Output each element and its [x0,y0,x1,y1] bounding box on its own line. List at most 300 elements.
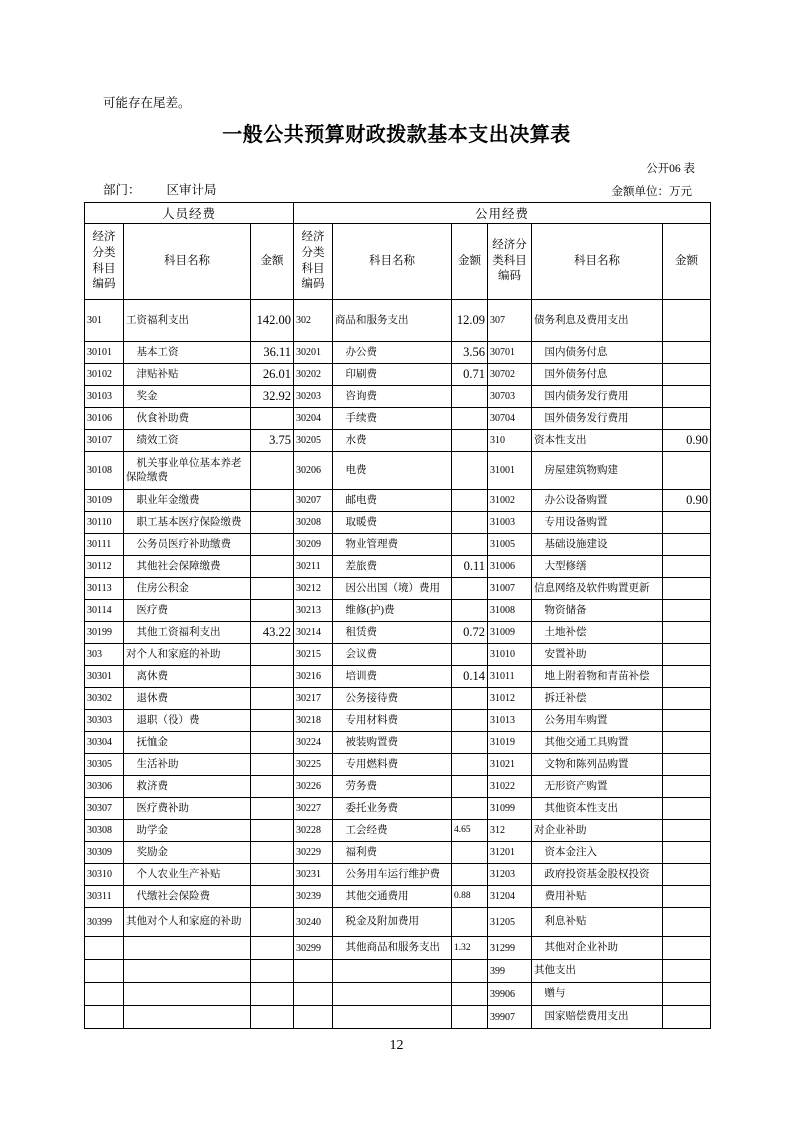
subject-amount [251,556,294,578]
subject-name [124,960,251,983]
subject-code: 30215 [294,644,333,666]
subject-amount [251,842,294,864]
subject-amount [452,960,488,983]
subject-code [85,937,124,960]
subject-name: 退职（役）费 [124,710,251,732]
subject-name: 取暖费 [333,512,452,534]
subject-amount [251,732,294,754]
subject-code [294,960,333,983]
subject-amount: 0.90 [663,430,711,452]
subject-name: 差旅费 [333,556,452,578]
subject-name: 其他交通工具购置 [532,732,663,754]
table-row [85,908,711,937]
subject-name: 电费 [333,452,452,490]
subject-code: 30309 [85,842,124,864]
subject-amount [452,578,488,600]
subject-code: 30110 [85,512,124,534]
subject-code: 30226 [294,776,333,798]
subject-name: 政府投资基金股权投资 [532,864,663,886]
subject-name: 福利费 [333,842,452,864]
subject-name: 离休费 [124,666,251,688]
subject-amount [251,798,294,820]
table-row [85,960,711,983]
subject-amount [663,622,711,644]
subject-code: 31201 [488,842,532,864]
table-row [85,983,711,1006]
subject-name: 对个人和家庭的补助 [124,644,251,666]
subject-amount [251,600,294,622]
subject-amount [251,864,294,886]
subject-name: 大型修缮 [532,556,663,578]
table-row [85,886,711,908]
subject-code: 30216 [294,666,333,688]
table-row [85,342,711,364]
subject-code: 30107 [85,430,124,452]
subject-code: 30307 [85,798,124,820]
subject-amount: 1.32 [452,937,488,960]
subject-code: 30217 [294,688,333,710]
subject-code: 30199 [85,622,124,644]
subject-amount [663,300,711,342]
subject-code: 30205 [294,430,333,452]
subject-name: 医疗费补助 [124,798,251,820]
subject-amount [663,937,711,960]
group-header-row [85,203,711,224]
subject-code: 31019 [488,732,532,754]
subject-name: 医疗费 [124,600,251,622]
subject-amount: 32.92 [251,386,294,408]
column-header-name: 科目名称 [124,224,251,300]
subject-amount [663,983,711,1006]
subject-code: 31010 [488,644,532,666]
subject-code: 30304 [85,732,124,754]
subject-name: 劳务费 [333,776,452,798]
subject-code: 30703 [488,386,532,408]
subject-name: 机关事业单位基本养老保险缴费 [124,452,251,490]
subject-amount [251,820,294,842]
subject-code: 30103 [85,386,124,408]
subject-code: 30111 [85,534,124,556]
table-row [85,534,711,556]
subject-name: 公务用车购置 [532,710,663,732]
subject-code: 30114 [85,600,124,622]
subject-amount [452,710,488,732]
subject-amount [452,754,488,776]
subject-name: 伙食补助费 [124,408,251,430]
subject-name: 租赁费 [333,622,452,644]
subject-amount [251,1006,294,1029]
subject-code: 31011 [488,666,532,688]
subject-name: 国外债务发行费用 [532,408,663,430]
table-row [85,798,711,820]
subject-amount [663,644,711,666]
subject-code: 39906 [488,983,532,1006]
subject-name: 专用燃料费 [333,754,452,776]
subject-name: 绩效工资 [124,430,251,452]
subject-code: 30231 [294,864,333,886]
subject-amount [251,960,294,983]
subject-amount [251,710,294,732]
subject-amount [251,937,294,960]
subject-amount [251,452,294,490]
subject-amount [452,776,488,798]
subject-amount [452,983,488,1006]
subject-amount [452,430,488,452]
group-header-public: 公用经费 [294,203,711,224]
subject-name: 住房公积金 [124,578,251,600]
subject-name: 专用材料费 [333,710,452,732]
subject-code: 30299 [294,937,333,960]
subject-amount [251,688,294,710]
subject-name: 税金及附加费用 [333,908,452,937]
subject-name: 救济费 [124,776,251,798]
subject-amount [251,578,294,600]
table-row [85,300,711,342]
subject-name: 其他对个人和家庭的补助 [124,908,251,937]
subject-amount [251,644,294,666]
subject-amount [663,864,711,886]
subject-code: 30102 [85,364,124,386]
subject-name: 国外债务付息 [532,364,663,386]
subject-amount [251,983,294,1006]
subject-amount [663,842,711,864]
subject-amount [663,820,711,842]
subject-code: 30701 [488,342,532,364]
subject-name: 国内债务付息 [532,342,663,364]
subject-name: 职业年金缴费 [124,490,251,512]
subject-name: 债务利息及费用支出 [532,300,663,342]
subject-code: 30704 [488,408,532,430]
budget-table-body [85,300,711,1029]
subject-name: 土地补偿 [532,622,663,644]
subject-code: 30214 [294,622,333,644]
subject-code: 31203 [488,864,532,886]
table-row [85,732,711,754]
subject-code: 30109 [85,490,124,512]
subject-amount [663,1006,711,1029]
subject-name: 地上附着物和青苗补偿 [532,666,663,688]
subject-name: 手续费 [333,408,452,430]
subject-name: 其他支出 [532,960,663,983]
subject-name: 拆迁补偿 [532,688,663,710]
subject-name: 职工基本医疗保险缴费 [124,512,251,534]
subject-amount: 0.88 [452,886,488,908]
column-header-amount: 金额 [452,224,488,300]
subject-code: 31008 [488,600,532,622]
subject-code: 31205 [488,908,532,937]
subject-name: 奖金 [124,386,251,408]
subject-code: 31001 [488,452,532,490]
subject-code [85,983,124,1006]
subject-amount [663,710,711,732]
subject-name: 奖励金 [124,842,251,864]
subject-name: 无形资产购置 [532,776,663,798]
subject-amount: 0.71 [452,364,488,386]
subject-amount: 142.00 [251,300,294,342]
subject-name: 培训费 [333,666,452,688]
subject-amount: 26.01 [251,364,294,386]
subject-code: 30106 [85,408,124,430]
subject-name [124,937,251,960]
subject-code: 30310 [85,864,124,886]
column-header-code: 经济分类科目编码 [294,224,333,300]
subject-code: 30239 [294,886,333,908]
column-header-name: 科目名称 [532,224,663,300]
table-row [85,386,711,408]
subject-amount [663,732,711,754]
subject-code: 39907 [488,1006,532,1029]
subject-name: 费用补贴 [532,886,663,908]
subject-name: 对企业补助 [532,820,663,842]
subject-amount: 0.72 [452,622,488,644]
table-row [85,864,711,886]
subject-amount [663,578,711,600]
column-header-name: 科目名称 [333,224,452,300]
subject-name: 抚恤金 [124,732,251,754]
subject-code: 30218 [294,710,333,732]
subject-code: 31299 [488,937,532,960]
subject-name: 公务员医疗补助缴费 [124,534,251,556]
table-row [85,452,711,490]
subject-amount [251,490,294,512]
subject-name: 公务接待费 [333,688,452,710]
subject-code [294,983,333,1006]
subject-amount [251,534,294,556]
subject-name: 资本金注入 [532,842,663,864]
subject-code [85,1006,124,1029]
subject-amount [663,600,711,622]
subject-name: 基础设施建设 [532,534,663,556]
subject-amount [452,864,488,886]
group-header-personnel: 人员经费 [85,203,294,224]
subject-amount [251,666,294,688]
subject-code: 30209 [294,534,333,556]
subject-code: 31099 [488,798,532,820]
subject-amount [663,556,711,578]
subject-amount [663,512,711,534]
subject-name: 其他工资福利支出 [124,622,251,644]
subject-name [124,1006,251,1029]
subject-name: 国家赔偿费用支出 [532,1006,663,1029]
subject-code: 30113 [85,578,124,600]
table-row [85,512,711,534]
subject-code: 399 [488,960,532,983]
subject-name: 其他对企业补助 [532,937,663,960]
subject-amount [251,886,294,908]
subject-code: 30227 [294,798,333,820]
subject-amount [452,908,488,937]
subject-name: 资本性支出 [532,430,663,452]
table-row [85,364,711,386]
subject-code [85,960,124,983]
subject-code: 31204 [488,886,532,908]
subject-name: 其他资本性支出 [532,798,663,820]
subject-amount: 3.56 [452,342,488,364]
column-header-code: 经济分类科目编码 [85,224,124,300]
table-row [85,490,711,512]
subject-amount [663,960,711,983]
subject-amount: 0.90 [663,490,711,512]
subject-amount: 12.09 [452,300,488,342]
table-row [85,666,711,688]
subject-code: 31002 [488,490,532,512]
table-row [85,820,711,842]
table-row [85,1006,711,1029]
subject-amount [663,754,711,776]
subject-code [294,1006,333,1029]
subject-amount [452,490,488,512]
subject-amount [663,364,711,386]
subject-name: 赠与 [532,983,663,1006]
page-number: 12 [389,1038,404,1053]
subject-code: 30399 [85,908,124,937]
subject-name: 会议费 [333,644,452,666]
subject-amount: 43.22 [251,622,294,644]
subject-amount [251,512,294,534]
table-row [85,754,711,776]
page-title: 一般公共预算财政拨款基本支出决算表 [222,124,571,146]
subject-name: 基本工资 [124,342,251,364]
subject-name: 物业管理费 [333,534,452,556]
subject-code: 30108 [85,452,124,490]
subject-amount [663,688,711,710]
subject-amount [663,908,711,937]
subject-code: 30302 [85,688,124,710]
table-row [85,644,711,666]
table-row [85,842,711,864]
subject-name: 工资福利支出 [124,300,251,342]
subject-code: 31007 [488,578,532,600]
subject-amount: 3.75 [251,430,294,452]
subject-amount [452,1006,488,1029]
subject-amount [452,408,488,430]
subject-amount [452,688,488,710]
subject-amount [452,842,488,864]
subject-code: 30101 [85,342,124,364]
table-row [85,430,711,452]
subject-name: 物资储备 [532,600,663,622]
table-row [85,710,711,732]
subject-name: 生活补助 [124,754,251,776]
table-row [85,578,711,600]
subject-name: 维修(护)费 [333,600,452,622]
subject-amount: 4.65 [452,820,488,842]
subject-name: 其他交通费用 [333,886,452,908]
table-row [85,622,711,644]
subject-name: 津贴补贴 [124,364,251,386]
subject-code: 30308 [85,820,124,842]
subject-amount [663,534,711,556]
subject-name: 房屋建筑物购建 [532,452,663,490]
subject-name: 安置补助 [532,644,663,666]
subject-amount [251,754,294,776]
column-header-amount: 金额 [251,224,294,300]
subject-code: 30212 [294,578,333,600]
subject-code: 31013 [488,710,532,732]
form-code: 公开06 表 [646,163,695,175]
subject-amount: 0.11 [452,556,488,578]
subject-code: 312 [488,820,532,842]
subject-code: 30224 [294,732,333,754]
subject-amount [663,886,711,908]
subject-amount [663,408,711,430]
subject-amount [663,666,711,688]
table-row [85,408,711,430]
subject-name: 文物和陈列品购置 [532,754,663,776]
subject-name [333,983,452,1006]
subject-code: 302 [294,300,333,342]
subject-name: 专用设备购置 [532,512,663,534]
subject-amount [452,644,488,666]
subject-amount [663,386,711,408]
subject-code: 31003 [488,512,532,534]
subject-name [124,983,251,1006]
subject-code: 31012 [488,688,532,710]
subject-name: 公务用车运行维护费 [333,864,452,886]
subject-name: 咨询费 [333,386,452,408]
subject-code: 30201 [294,342,333,364]
subject-code: 30203 [294,386,333,408]
subject-name [333,1006,452,1029]
subject-amount [663,452,711,490]
subject-amount [452,732,488,754]
subject-code: 30702 [488,364,532,386]
subject-code: 30311 [85,886,124,908]
subject-amount [663,776,711,798]
subject-code: 30305 [85,754,124,776]
subject-name: 国内债务发行费用 [532,386,663,408]
subject-name: 办公设备购置 [532,490,663,512]
table-row [85,688,711,710]
subject-code: 30228 [294,820,333,842]
subject-code: 31009 [488,622,532,644]
table-row [85,776,711,798]
subject-name: 利息补贴 [532,908,663,937]
subject-code: 30303 [85,710,124,732]
budget-table [84,202,711,1029]
subject-code: 30112 [85,556,124,578]
subject-code: 31021 [488,754,532,776]
subject-amount [452,512,488,534]
subject-name: 助学金 [124,820,251,842]
subject-amount [251,908,294,937]
subject-name: 办公费 [333,342,452,364]
subject-code: 30225 [294,754,333,776]
subject-name: 因公出国（境）费用 [333,578,452,600]
table-row [85,937,711,960]
subject-code: 30208 [294,512,333,534]
subject-code: 31005 [488,534,532,556]
subject-amount [251,408,294,430]
table-row [85,556,711,578]
subject-amount [452,798,488,820]
subject-amount [452,386,488,408]
subject-amount: 0.14 [452,666,488,688]
column-header-amount: 金额 [663,224,711,300]
subject-code: 30229 [294,842,333,864]
subject-name: 个人农业生产补贴 [124,864,251,886]
subject-name: 退休费 [124,688,251,710]
column-header-row [85,224,711,300]
subject-code: 30240 [294,908,333,937]
subject-name: 其他社会保障缴费 [124,556,251,578]
subject-name: 水费 [333,430,452,452]
subject-code: 307 [488,300,532,342]
department-value: 区审计局 [166,183,217,197]
column-header-code: 经济分类科目编码 [488,224,532,300]
subject-code: 30213 [294,600,333,622]
department-label: 部门： [103,183,141,197]
